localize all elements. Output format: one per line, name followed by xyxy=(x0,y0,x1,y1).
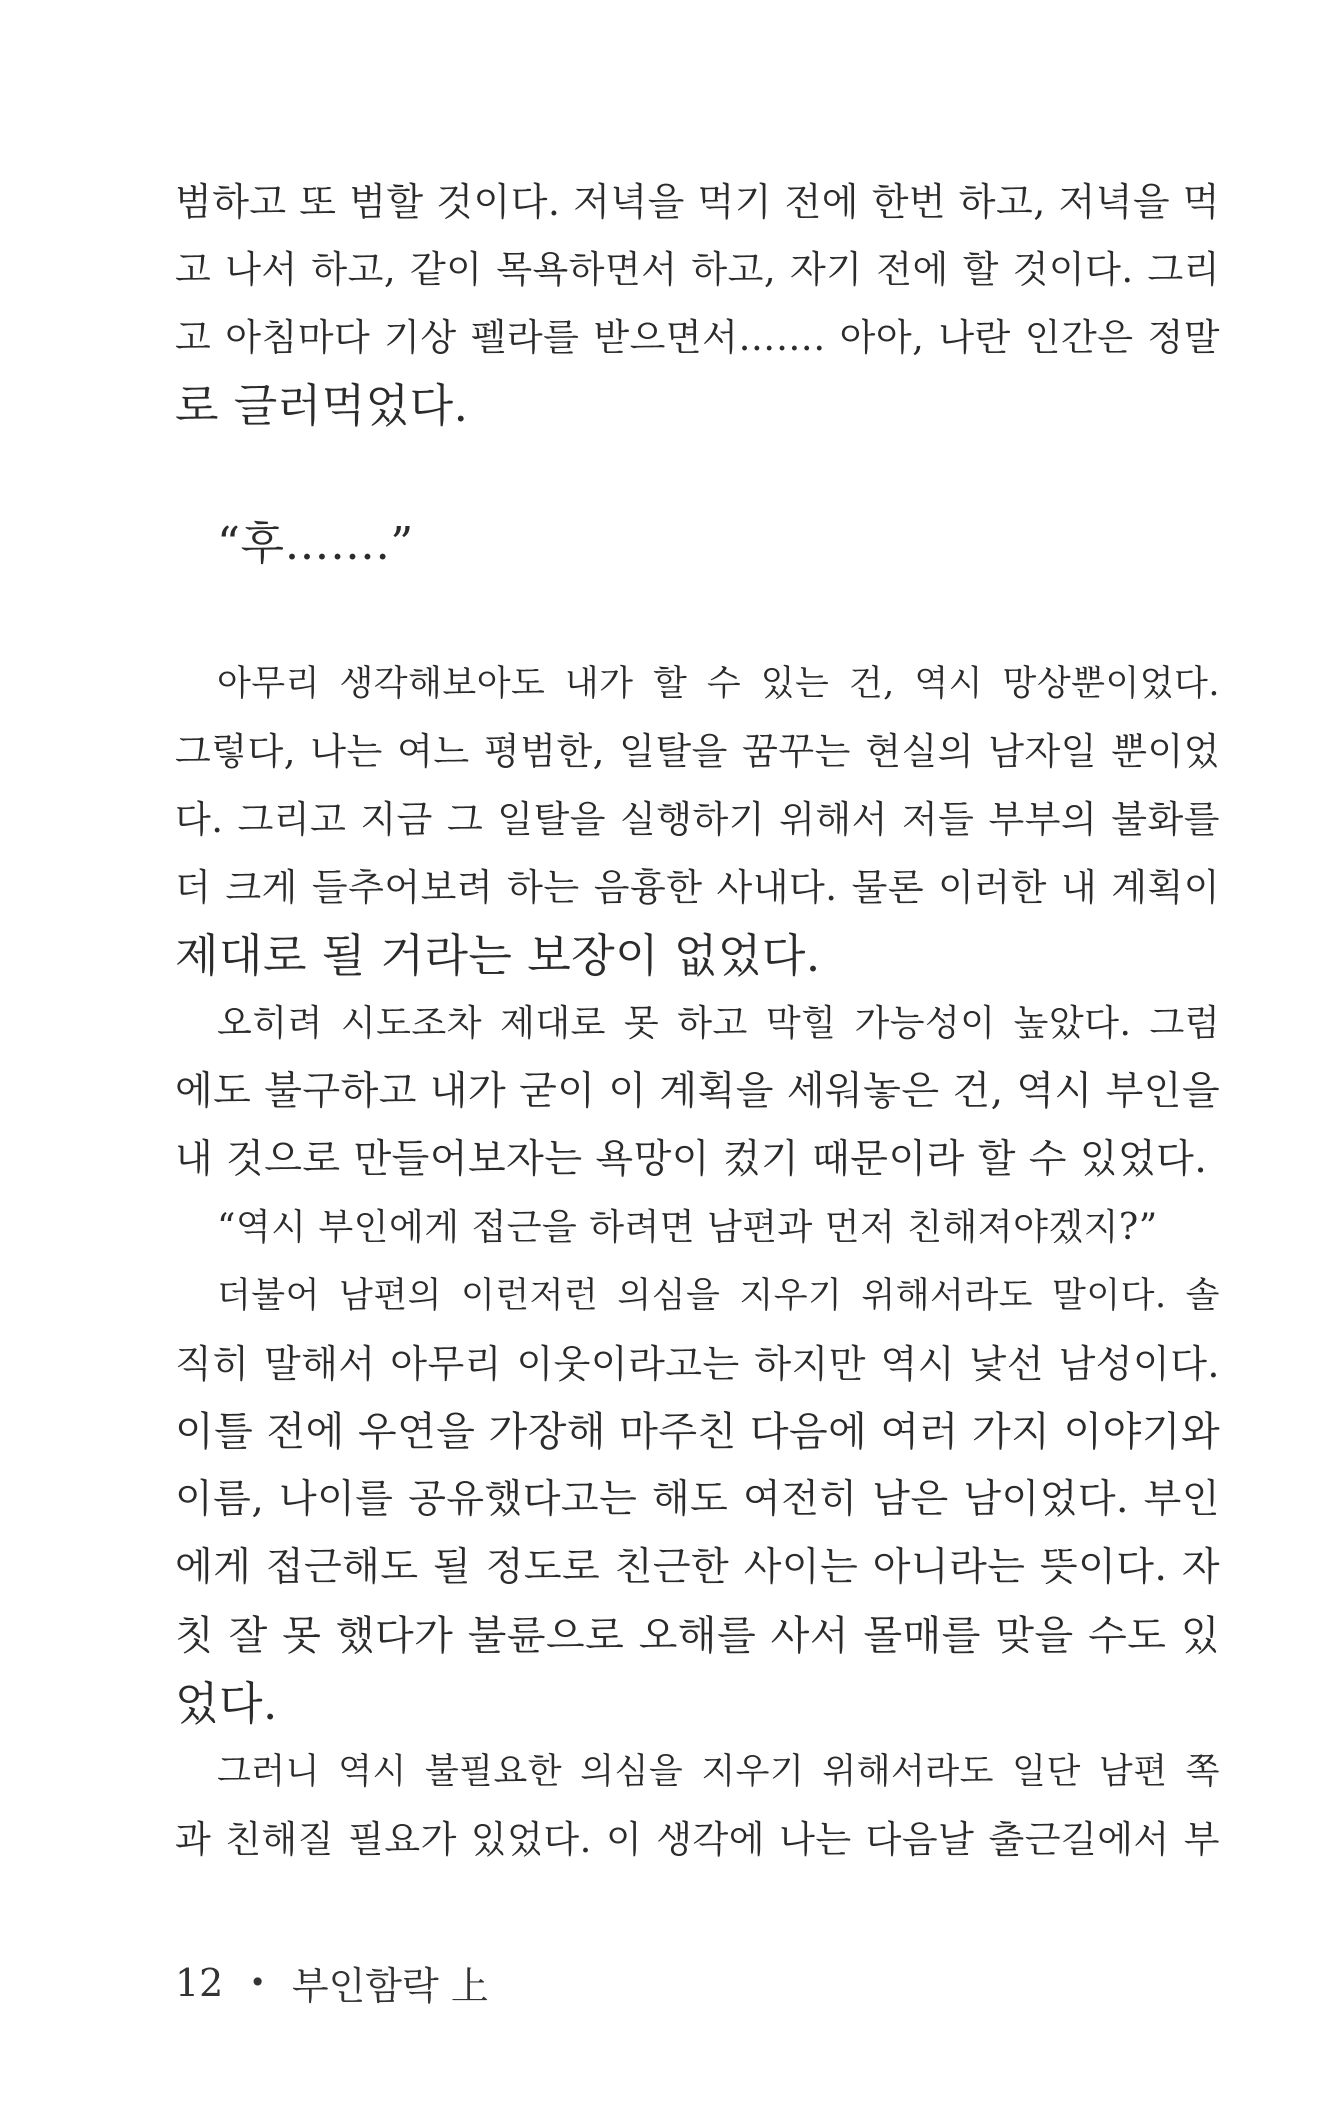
text-line: “역시 부인에게 접근을 하려면 남편과 먼저 친해져야겠지?” xyxy=(217,1207,1158,1248)
text-line: 칫 잘 못 했다가 불륜으로 오해를 사서 몰매를 맞을 수도 있 xyxy=(175,1613,1220,1659)
text-line: 오히려 시도조차 제대로 못 하고 막힐 가능성이 높았다. 그럼 xyxy=(217,1003,1220,1044)
paragraph-4 xyxy=(175,990,1220,1194)
text-line: 범하고 또 범할 것이다. 저녁을 먹기 전에 한번 하고, 저녁을 먹 xyxy=(175,180,1220,224)
text-line: “후…….” xyxy=(217,517,414,570)
paragraph-5 xyxy=(175,1194,1220,1262)
text-line: 그러니 역시 불필요한 의심을 지우기 위해서라도 일단 남편 쪽 xyxy=(217,1752,1220,1792)
text-line: 이틀 전에 우연을 가장해 마주친 다음에 여러 가지 이야기와 xyxy=(175,1409,1221,1455)
text-line: 내 것으로 만들어보자는 욕망이 컸기 때문이라 할 수 있었다. xyxy=(175,1137,1208,1182)
paragraph-7 xyxy=(175,1738,1220,1874)
text-line: 더불어 남편의 이런저런 의심을 지우기 위해서라도 말이다. 솔 xyxy=(217,1276,1220,1316)
text-line: 에게 접근해도 될 정도로 친근한 사이는 아니라는 뜻이다. 자 xyxy=(175,1545,1220,1590)
page-number: 12 xyxy=(175,1960,224,2005)
text-line: 제대로 될 거라는 보장이 없었다. xyxy=(175,929,821,982)
text-line: 고 나서 하고, 같이 목욕하면서 하고, 자기 전에 할 것이다. 그리 xyxy=(175,248,1220,291)
text-line: 더 크게 들추어보려 하는 음흉한 사내다. 물론 이러한 내 계획이 xyxy=(175,866,1220,909)
book-title: 부인함락 上 xyxy=(291,1964,489,2008)
page-footer xyxy=(175,1955,489,2010)
paragraph-3 xyxy=(175,650,1220,990)
text-line: 이름, 나이를 공유했다고는 해도 여전히 남은 남이었다. 부인 xyxy=(175,1477,1220,1522)
paragraph-2 xyxy=(175,510,1220,578)
paragraph-6 xyxy=(175,1262,1220,1738)
text-line: 고 아침마다 기상 펠라를 받으면서……. 아아, 나란 인간은 정말 xyxy=(175,316,1220,359)
text-line: 로 글러먹었다. xyxy=(175,379,469,432)
text-line: 그렇다, 나는 여느 평범한, 일탈을 꿈꾸는 현실의 남자일 뿐이었 xyxy=(175,730,1220,773)
text-line: 었다. xyxy=(175,1677,278,1730)
text-line: 아무리 생각해보아도 내가 할 수 있는 건, 역시 망상뿐이었다. xyxy=(217,664,1220,704)
text-line: 과 친해질 필요가 있었다. 이 생각에 나는 다음날 출근길에서 부 xyxy=(175,1818,1220,1861)
text-line: 직히 말해서 아무리 이웃이라고는 하지만 역시 낯선 남성이다. xyxy=(175,1342,1220,1386)
text-line: 다. 그리고 지금 그 일탈을 실행하기 위해서 저들 부부의 불화를 xyxy=(175,798,1220,841)
text-line: 에도 불구하고 내가 굳이 이 계획을 세워놓은 건, 역시 부인을 xyxy=(175,1069,1221,1114)
paragraph-1 xyxy=(175,168,1220,440)
footer-separator: • xyxy=(249,1966,266,1999)
